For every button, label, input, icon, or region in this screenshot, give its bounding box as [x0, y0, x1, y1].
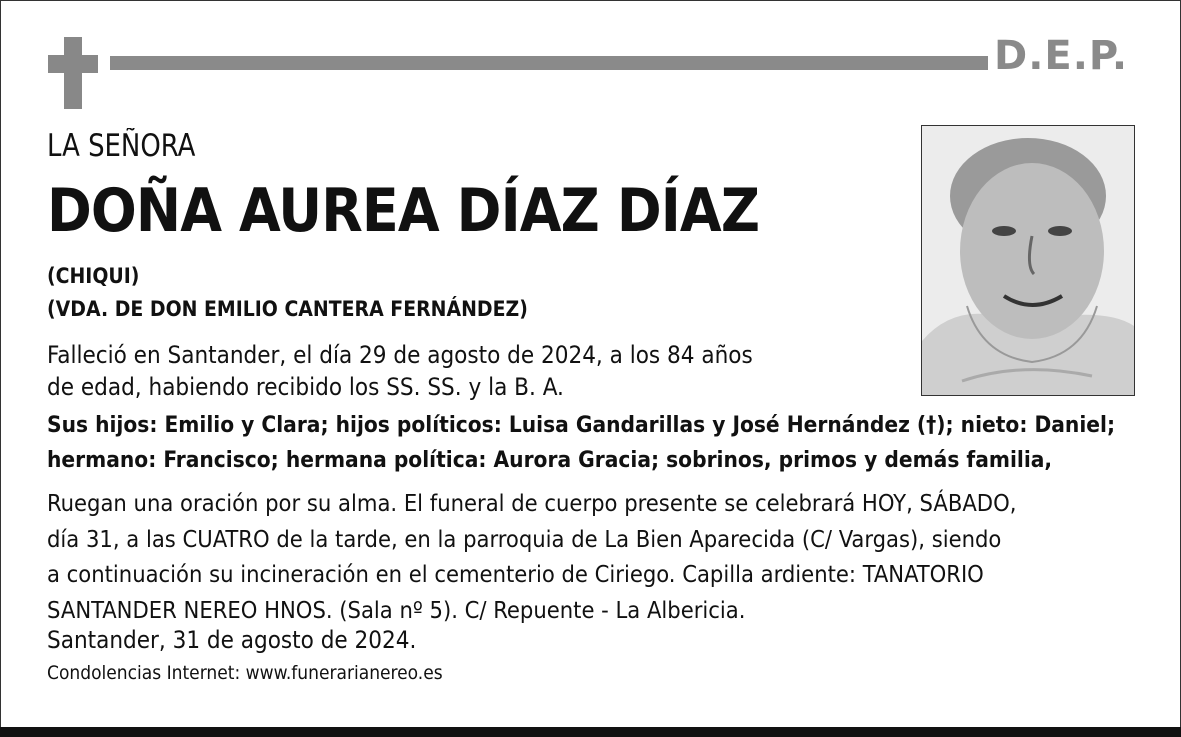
- funeral-line: SANTANDER NEREO HNOS. (Sala nº 5). C/ Repuente - La Albericia.: [47, 595, 746, 624]
- family-line: hermano: Francisco; hermana política: Aurora Gracia; sobrinos, primos y demás familia,: [47, 447, 1053, 473]
- nickname: (CHIQUI): [47, 264, 140, 288]
- funeral-line: Ruegan una oración por su alma. El funeral de cuerpo presente se celebrará HOY, SÁBADO,: [47, 489, 1017, 517]
- family-line: Sus hijos: Emilio y Clara; hijos políticos: Luisa Gandarillas y José Hernández (†); nieto: Daniel;: [47, 412, 1116, 438]
- deceased-name: DOÑA AUREA DÍAZ DÍAZ: [47, 176, 760, 246]
- death-details: [47, 339, 753, 403]
- family-list: [47, 408, 1115, 478]
- widow-of: (VDA. DE DON EMILIO CANTERA FERNÁNDEZ): [47, 297, 528, 321]
- header-rule: [110, 56, 988, 70]
- condolences-link: Condolencias Internet: www.funerarianereo.es: [47, 662, 443, 684]
- death-line: Falleció en Santander, el día 29 de agosto de 2024, a los 84 años: [47, 341, 753, 369]
- funeral-line: a continuación su incineración en el cementerio de Ciriego. Capilla ardiente: TANATORIO: [47, 560, 984, 588]
- portrait-photo: [921, 125, 1135, 396]
- dep-label: D.E.P.: [994, 33, 1129, 79]
- portrait-illustration: [922, 126, 1134, 395]
- bottom-rule: [0, 727, 1181, 737]
- funeral-line: día 31, a las CUATRO de la tarde, en la parroquia de La Bien Aparecida (C/ Vargas), siendo: [47, 524, 1002, 553]
- death-line: de edad, habiendo recibido los SS. SS. y la B. A.: [47, 373, 564, 401]
- honorific: LA SEÑORA: [47, 128, 196, 164]
- place-date: Santander, 31 de agosto de 2024.: [47, 626, 417, 654]
- funeral-details: [47, 486, 1016, 628]
